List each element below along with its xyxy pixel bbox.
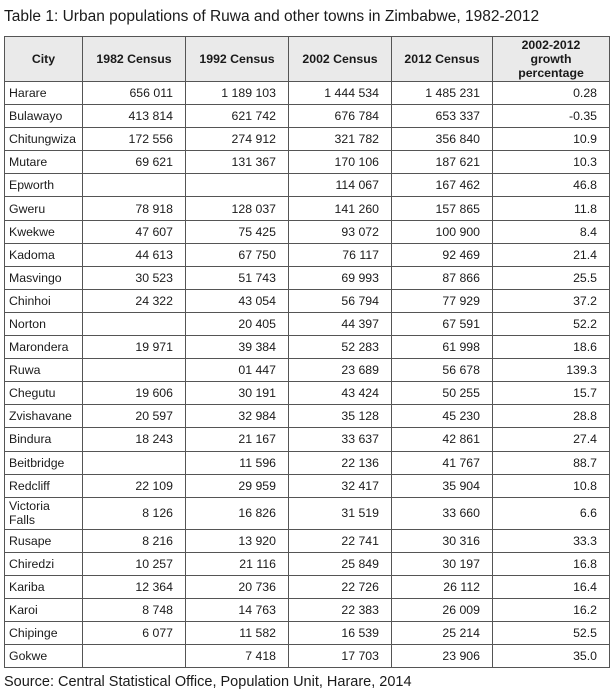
census-1982-cell: 22 109 — [83, 474, 186, 497]
city-cell: Kariba — [5, 575, 83, 598]
census-1992-cell — [186, 174, 289, 197]
city-cell: Bulawayo — [5, 105, 83, 128]
growth-percentage-cell: -0.35 — [493, 105, 610, 128]
census-1992-cell: 20 405 — [186, 312, 289, 335]
census-2012-cell: 67 591 — [392, 312, 493, 335]
census-1982-cell: 24 322 — [83, 289, 186, 312]
census-1982-cell: 656 011 — [83, 82, 186, 105]
census-2012-cell: 25 214 — [392, 622, 493, 645]
census-2002-cell: 141 260 — [289, 197, 392, 220]
census-2002-cell: 56 794 — [289, 289, 392, 312]
table-row — [5, 451, 610, 474]
city-cell: Gokwe — [5, 645, 83, 668]
census-1992-cell: 274 912 — [186, 128, 289, 151]
census-1992-cell: 21 116 — [186, 552, 289, 575]
census-1982-cell — [83, 645, 186, 668]
city-cell: Beitbridge — [5, 451, 83, 474]
growth-percentage-cell: 88.7 — [493, 451, 610, 474]
growth-percentage-cell: 16.4 — [493, 575, 610, 598]
census-1992-cell: 43 054 — [186, 289, 289, 312]
census-1982-cell: 18 243 — [83, 428, 186, 451]
census-1982-cell — [83, 451, 186, 474]
growth-percentage-cell: 37.2 — [493, 289, 610, 312]
table-row — [5, 622, 610, 645]
census-2002-cell: 1 444 534 — [289, 82, 392, 105]
census-1992-cell: 51 743 — [186, 266, 289, 289]
census-2012-cell: 87 866 — [392, 266, 493, 289]
census-1992-cell: 13 920 — [186, 529, 289, 552]
growth-percentage-cell: 21.4 — [493, 243, 610, 266]
table-row — [5, 552, 610, 575]
growth-percentage-cell: 52.2 — [493, 312, 610, 335]
census-2012-cell: 77 929 — [392, 289, 493, 312]
growth-percentage-cell: 10.8 — [493, 474, 610, 497]
census-2012-cell: 356 840 — [392, 128, 493, 151]
city-cell: Rusape — [5, 529, 83, 552]
census-2002-cell: 17 703 — [289, 645, 392, 668]
table-row — [5, 405, 610, 428]
city-cell: Masvingo — [5, 266, 83, 289]
table-row — [5, 575, 610, 598]
table-row — [5, 529, 610, 552]
census-2012-cell: 30 197 — [392, 552, 493, 575]
census-1982-cell — [83, 174, 186, 197]
census-2002-cell: 76 117 — [289, 243, 392, 266]
census-2012-cell: 187 621 — [392, 151, 493, 174]
city-cell: Chinhoi — [5, 289, 83, 312]
census-1992-cell: 11 596 — [186, 451, 289, 474]
city-cell: Mutare — [5, 151, 83, 174]
census-2012-cell: 35 904 — [392, 474, 493, 497]
census-2002-cell: 69 993 — [289, 266, 392, 289]
census-2012-cell: 50 255 — [392, 382, 493, 405]
header-2012: 2012 Census — [392, 37, 493, 82]
census-2002-cell: 170 106 — [289, 151, 392, 174]
census-2002-cell: 16 539 — [289, 622, 392, 645]
table-row — [5, 336, 610, 359]
census-2002-cell: 43 424 — [289, 382, 392, 405]
city-cell: Epworth — [5, 174, 83, 197]
census-2012-cell: 45 230 — [392, 405, 493, 428]
table-row — [5, 359, 610, 382]
census-2002-cell: 321 782 — [289, 128, 392, 151]
table-row — [5, 312, 610, 335]
census-1982-cell: 8 126 — [83, 497, 186, 529]
city-cell: Marondera — [5, 336, 83, 359]
census-2012-cell: 26 112 — [392, 575, 493, 598]
growth-percentage-cell: 46.8 — [493, 174, 610, 197]
census-2012-cell: 157 865 — [392, 197, 493, 220]
census-1992-cell: 128 037 — [186, 197, 289, 220]
table-row — [5, 243, 610, 266]
city-cell: Chipinge — [5, 622, 83, 645]
census-1982-cell: 78 918 — [83, 197, 186, 220]
census-1982-cell — [83, 359, 186, 382]
growth-percentage-cell: 10.9 — [493, 128, 610, 151]
header-1992: 1992 Census — [186, 37, 289, 82]
census-1992-cell: 75 425 — [186, 220, 289, 243]
census-2012-cell: 61 998 — [392, 336, 493, 359]
table-row — [5, 220, 610, 243]
table-row — [5, 174, 610, 197]
city-cell: Victoria Falls — [5, 497, 83, 529]
city-cell: Kadoma — [5, 243, 83, 266]
census-1992-cell: 11 582 — [186, 622, 289, 645]
census-2002-cell: 32 417 — [289, 474, 392, 497]
census-1982-cell: 10 257 — [83, 552, 186, 575]
census-2002-cell: 114 067 — [289, 174, 392, 197]
city-cell: Norton — [5, 312, 83, 335]
census-2012-cell: 100 900 — [392, 220, 493, 243]
census-1982-cell: 30 523 — [83, 266, 186, 289]
census-1992-cell: 1 189 103 — [186, 82, 289, 105]
census-1982-cell: 413 814 — [83, 105, 186, 128]
growth-percentage-cell: 35.0 — [493, 645, 610, 668]
growth-percentage-cell: 15.7 — [493, 382, 610, 405]
table-row — [5, 428, 610, 451]
census-2002-cell: 93 072 — [289, 220, 392, 243]
city-cell: Harare — [5, 82, 83, 105]
city-cell: Chegutu — [5, 382, 83, 405]
census-2002-cell: 25 849 — [289, 552, 392, 575]
census-1992-cell: 20 736 — [186, 575, 289, 598]
census-1992-cell: 621 742 — [186, 105, 289, 128]
census-2002-cell: 33 637 — [289, 428, 392, 451]
census-1982-cell: 69 621 — [83, 151, 186, 174]
growth-percentage-cell: 139.3 — [493, 359, 610, 382]
growth-percentage-cell: 11.8 — [493, 197, 610, 220]
census-1992-cell: 30 191 — [186, 382, 289, 405]
census-1992-cell: 32 984 — [186, 405, 289, 428]
census-1992-cell: 29 959 — [186, 474, 289, 497]
census-2012-cell: 42 861 — [392, 428, 493, 451]
census-2012-cell: 26 009 — [392, 598, 493, 621]
census-2012-cell: 653 337 — [392, 105, 493, 128]
growth-percentage-cell: 8.4 — [493, 220, 610, 243]
city-cell: Gweru — [5, 197, 83, 220]
city-cell: Ruwa — [5, 359, 83, 382]
header-2002: 2002 Census — [289, 37, 392, 82]
header-growth: 2002-2012 growth percentage — [493, 37, 610, 82]
table-row — [5, 266, 610, 289]
city-cell: Bindura — [5, 428, 83, 451]
census-1982-cell: 8 748 — [83, 598, 186, 621]
census-1982-cell: 19 971 — [83, 336, 186, 359]
header-1982: 1982 Census — [83, 37, 186, 82]
growth-percentage-cell: 16.8 — [493, 552, 610, 575]
table-row — [5, 497, 610, 529]
census-1982-cell: 6 077 — [83, 622, 186, 645]
census-2002-cell: 22 726 — [289, 575, 392, 598]
growth-percentage-cell: 25.5 — [493, 266, 610, 289]
census-1982-cell — [83, 312, 186, 335]
header-row — [5, 37, 610, 82]
census-1982-cell: 8 216 — [83, 529, 186, 552]
table-row — [5, 197, 610, 220]
census-2012-cell: 56 678 — [392, 359, 493, 382]
city-cell: Karoi — [5, 598, 83, 621]
table-row — [5, 474, 610, 497]
header-city: City — [5, 37, 83, 82]
census-2002-cell: 31 519 — [289, 497, 392, 529]
table-title: Table 1: Urban populations of Ruwa and other towns in Zimbabwe, 1982-2012 — [4, 8, 540, 25]
census-1982-cell: 20 597 — [83, 405, 186, 428]
table-row — [5, 105, 610, 128]
growth-percentage-cell: 28.8 — [493, 405, 610, 428]
table-row — [5, 382, 610, 405]
growth-percentage-cell: 10.3 — [493, 151, 610, 174]
census-1992-cell: 67 750 — [186, 243, 289, 266]
table-row — [5, 82, 610, 105]
table-row — [5, 289, 610, 312]
table-body — [5, 82, 610, 668]
census-1982-cell: 172 556 — [83, 128, 186, 151]
census-2012-cell: 41 767 — [392, 451, 493, 474]
city-cell: Kwekwe — [5, 220, 83, 243]
census-1992-cell: 7 418 — [186, 645, 289, 668]
census-1992-cell: 21 167 — [186, 428, 289, 451]
population-table — [4, 36, 610, 668]
city-cell: Chiredzi — [5, 552, 83, 575]
growth-percentage-cell: 33.3 — [493, 529, 610, 552]
census-2012-cell: 1 485 231 — [392, 82, 493, 105]
growth-percentage-cell: 27.4 — [493, 428, 610, 451]
census-1992-cell: 14 763 — [186, 598, 289, 621]
table-row — [5, 128, 610, 151]
city-cell: Zvishavane — [5, 405, 83, 428]
growth-percentage-cell: 18.6 — [493, 336, 610, 359]
census-1982-cell: 44 613 — [83, 243, 186, 266]
census-1992-cell: 39 384 — [186, 336, 289, 359]
census-1982-cell: 19 606 — [83, 382, 186, 405]
table-row — [5, 598, 610, 621]
census-2012-cell: 23 906 — [392, 645, 493, 668]
census-2002-cell: 22 741 — [289, 529, 392, 552]
source-note: Source: Central Statistical Office, Population Unit, Harare, 2014 — [4, 674, 412, 690]
table-row — [5, 151, 610, 174]
census-2012-cell: 167 462 — [392, 174, 493, 197]
census-2012-cell: 30 316 — [392, 529, 493, 552]
census-1992-cell: 131 367 — [186, 151, 289, 174]
census-2002-cell: 35 128 — [289, 405, 392, 428]
census-2002-cell: 676 784 — [289, 105, 392, 128]
census-1992-cell: 16 826 — [186, 497, 289, 529]
city-cell: Redcliff — [5, 474, 83, 497]
census-1982-cell: 47 607 — [83, 220, 186, 243]
census-2012-cell: 33 660 — [392, 497, 493, 529]
city-cell: Chitungwiza — [5, 128, 83, 151]
census-2012-cell: 92 469 — [392, 243, 493, 266]
census-2002-cell: 22 136 — [289, 451, 392, 474]
census-1982-cell: 12 364 — [83, 575, 186, 598]
census-2002-cell: 22 383 — [289, 598, 392, 621]
growth-percentage-cell: 0.28 — [493, 82, 610, 105]
census-2002-cell: 23 689 — [289, 359, 392, 382]
census-2002-cell: 44 397 — [289, 312, 392, 335]
census-1992-cell: 01 447 — [186, 359, 289, 382]
growth-percentage-cell: 6.6 — [493, 497, 610, 529]
table-row — [5, 645, 610, 668]
census-2002-cell: 52 283 — [289, 336, 392, 359]
growth-percentage-cell: 16.2 — [493, 598, 610, 621]
growth-percentage-cell: 52.5 — [493, 622, 610, 645]
